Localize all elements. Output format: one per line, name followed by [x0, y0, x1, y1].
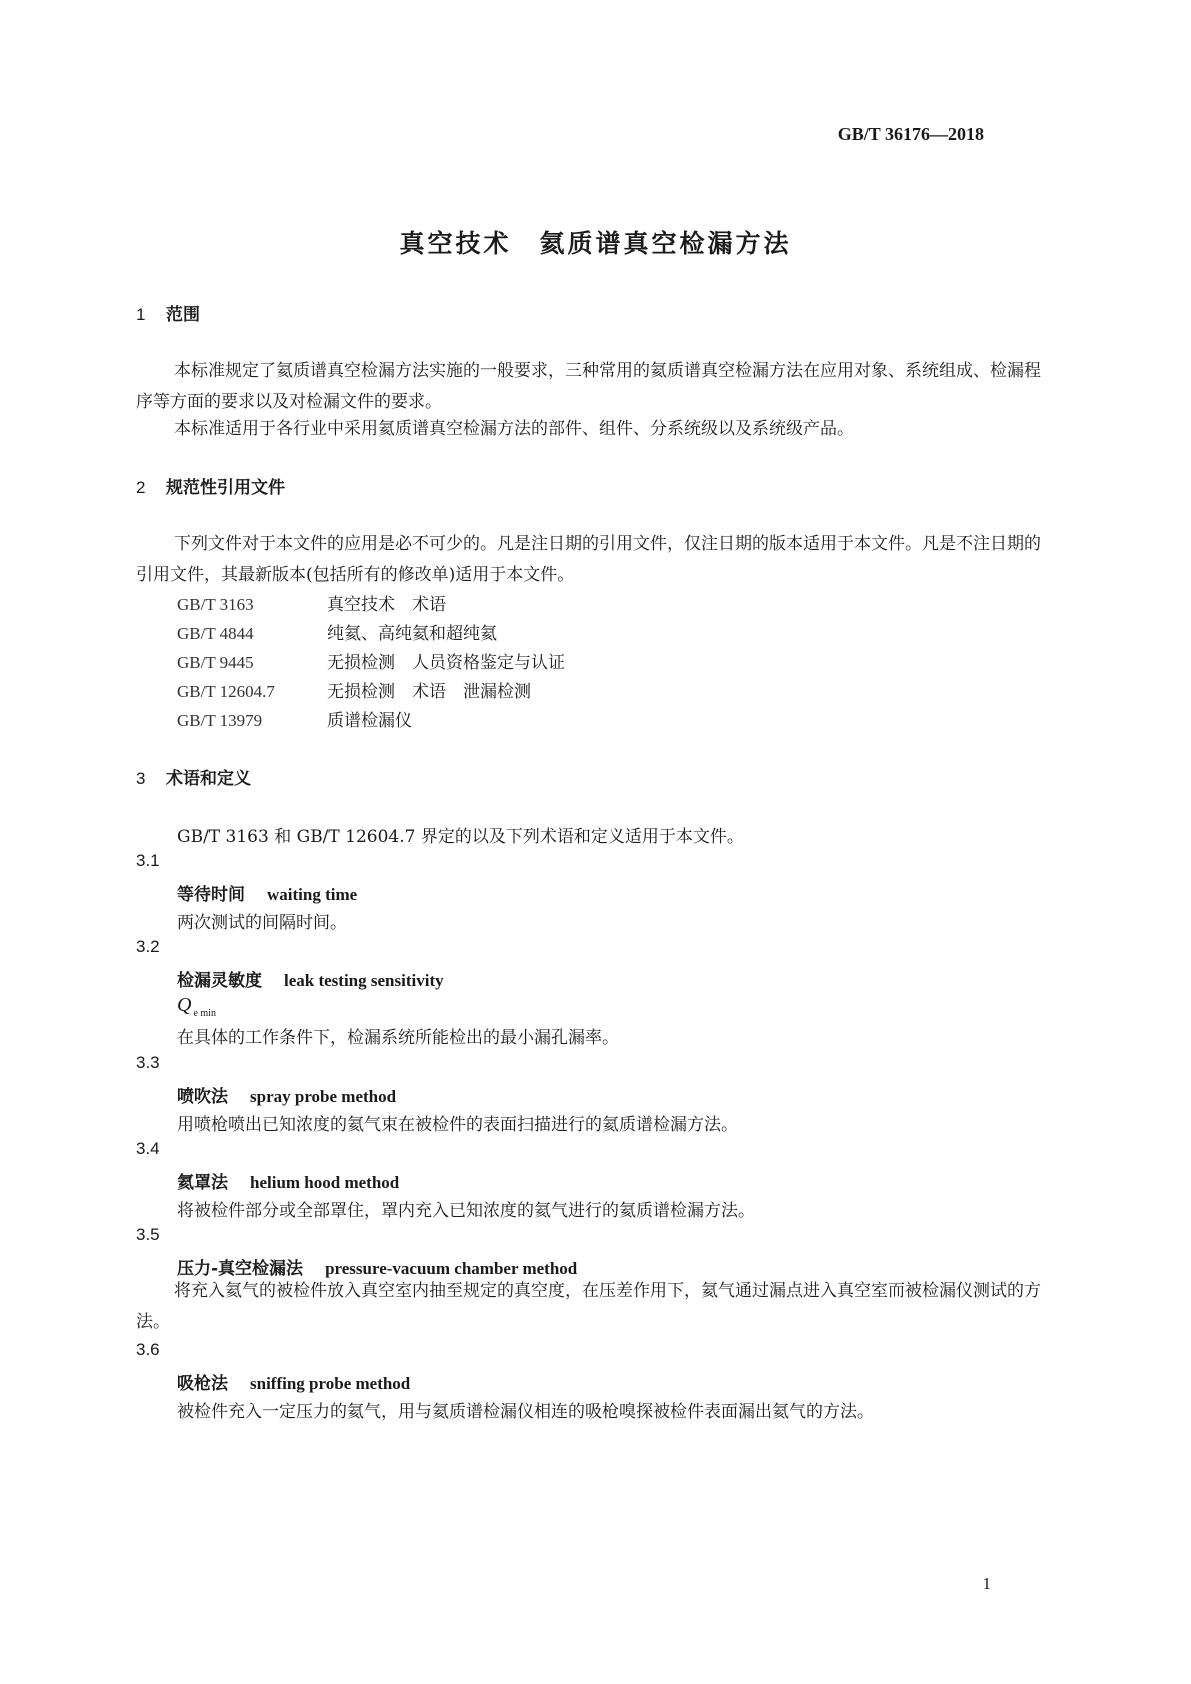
- reference-item: [177, 590, 446, 615]
- standard-code: GB/T 36176—2018: [837, 124, 984, 144]
- term-number: 3.4: [136, 1139, 160, 1158]
- term-name: [177, 880, 357, 905]
- section-number: 3: [136, 769, 146, 788]
- section-number: 1: [136, 305, 146, 324]
- term-name-zh: 等待时间: [177, 885, 245, 905]
- term-name-en: pressure-vacuum chamber method: [325, 1259, 578, 1278]
- paragraph: 下列文件对于本文件的应用是必不可少的。凡是注日期的引用文件，仅注日期的版本适用于本文件。凡是不注日期的引用文件，其最新版本(包括所有的修改单)适用于本文件。: [136, 534, 1041, 585]
- term-name-en: leak testing sensitivity: [284, 971, 444, 990]
- reference-title: 无损检测 术语 泄漏检测: [327, 682, 531, 702]
- section-3-heading: [136, 764, 251, 789]
- term-definition: 用喷枪喷出已知浓度的氦气束在被检件的表面扫描进行的氦质谱检漏方法。: [177, 1115, 738, 1135]
- reference-code: GB/T 4844: [177, 624, 254, 643]
- reference-item: [177, 706, 412, 731]
- term-name-en: helium hood method: [250, 1173, 400, 1192]
- paragraph: 本标准规定了氦质谱真空检漏方法实施的一般要求，三种常用的氦质谱真空检漏方法在应用对象、系统组成、检漏程序等方面的要求以及对检漏文件的要求。: [136, 361, 1041, 412]
- term-number: 3.3: [136, 1053, 160, 1072]
- reference-code: GB/T 3163: [177, 595, 254, 614]
- section-title: 术语和定义: [166, 769, 251, 789]
- term-name-en: waiting time: [267, 885, 358, 904]
- section-1-heading: [136, 300, 200, 325]
- term-number: 3.1: [136, 851, 160, 870]
- reference-title: 纯氦、高纯氦和超纯氦: [327, 624, 497, 644]
- section-2-heading: [136, 473, 285, 498]
- term-definition: 将充入氦气的被检件放入真空室内抽至规定的真空度，在压差作用下，氦气通过漏点进入真空室而被检漏仪测试的方法。: [136, 1281, 1041, 1332]
- term-number: 3.6: [136, 1340, 160, 1359]
- reference-item: [177, 677, 531, 702]
- term-name-en: spray probe method: [250, 1087, 397, 1106]
- term-symbol: [177, 994, 216, 1019]
- term-definition: 在具体的工作条件下，检漏系统所能检出的最小漏孔漏率。: [177, 1028, 619, 1048]
- term-name-zh: 吸枪法: [177, 1374, 228, 1394]
- reference-title: 真空技术 术语: [327, 595, 446, 615]
- reference-code: GB/T 13979: [177, 711, 263, 730]
- reference-title: 质谱检漏仪: [327, 711, 412, 731]
- reference-title: 无损检测 人员资格鉴定与认证: [327, 653, 565, 673]
- section-title: 规范性引用文件: [166, 478, 285, 498]
- section-number: 2: [136, 478, 146, 497]
- term-name-zh: 压力-真空检漏法: [177, 1259, 304, 1279]
- term-number: 3.5: [136, 1225, 160, 1244]
- term-definition: 被检件充入一定压力的氦气，用与氦质谱检漏仪相连的吸枪嗅探被检件表面漏出氦气的方法。: [177, 1402, 874, 1422]
- term-name: [177, 1168, 399, 1193]
- term-definition: 两次测试的间隔时间。: [177, 913, 347, 933]
- term-name-zh: 检漏灵敏度: [177, 971, 262, 991]
- reference-code: GB/T 12604.7: [177, 682, 275, 701]
- reference-code: GB/T 9445: [177, 653, 254, 672]
- term-number: 3.2: [136, 937, 160, 956]
- symbol-main: Q: [177, 994, 192, 1016]
- term-name: [177, 1369, 410, 1394]
- reference-item: [177, 619, 497, 644]
- section-title: 范围: [166, 305, 200, 325]
- term-name: [177, 966, 444, 991]
- reference-item: [177, 648, 565, 673]
- term-name-zh: 氦罩法: [177, 1173, 228, 1193]
- paragraph: 本标准适用于各行业中采用氦质谱真空检漏方法的部件、组件、分系统级以及系统级产品。: [174, 419, 854, 439]
- term-definition: 将被检件部分或全部罩住，罩内充入已知浓度的氦气进行的氦质谱检漏方法。: [177, 1201, 755, 1221]
- section-intro: GB/T 3163 和 GB/T 12604.7 界定的以及下列术语和定义适用于本文件。: [177, 827, 744, 847]
- document-title: 真空技术 氦质谱真空检漏方法: [399, 229, 792, 258]
- page-number: 1: [982, 1574, 991, 1593]
- term-name-en: sniffing probe method: [250, 1374, 411, 1393]
- term-name: [177, 1082, 396, 1107]
- term-name-zh: 喷吹法: [177, 1087, 228, 1107]
- symbol-subscript: e min: [193, 1008, 216, 1019]
